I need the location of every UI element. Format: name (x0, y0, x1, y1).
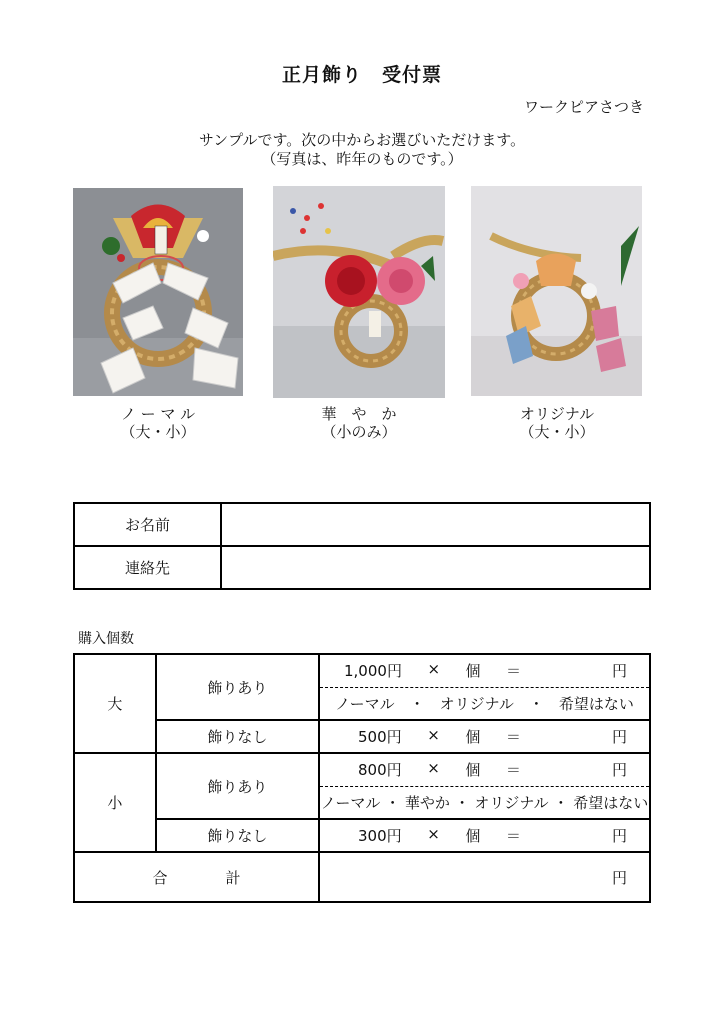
sample-name: ノ ー マ ル (120, 405, 196, 423)
sample-sizes: （大・小） (120, 423, 196, 441)
contact-label: 連絡先 (74, 546, 221, 589)
purchase-quantity-label: 購入個数 (78, 631, 134, 647)
unit-price: 1,000円 (344, 662, 402, 681)
sample-sizes: （小のみ） (321, 423, 397, 441)
equals-sign: ＝ (505, 827, 521, 845)
small-deco-options[interactable]: ノーマル ・ 華やか ・ オリジナル ・ 希望はない (319, 786, 650, 819)
multiply-sign: × (427, 759, 440, 778)
large-with-deco-calc[interactable] (319, 654, 650, 687)
name-row (74, 503, 650, 546)
small-with-deco-calc[interactable] (319, 753, 650, 786)
with-deco-label: 飾りあり (156, 654, 319, 720)
yen-label: 円 (611, 761, 627, 780)
with-deco-label: 飾りあり (156, 753, 319, 819)
size-small-label: 小 (74, 753, 156, 852)
equals-sign: ＝ (506, 662, 522, 681)
photo-normal-wreath (73, 188, 243, 396)
yen-label: 円 (611, 868, 627, 887)
sample-name: 華 や か (321, 405, 397, 423)
contact-form-table (73, 502, 651, 590)
yen-label: 円 (611, 728, 627, 746)
intro-line-1: サンプルです。次の中からお選びいただけます。 (198, 131, 526, 149)
table-row (74, 654, 650, 687)
unit-price: 800円 (358, 761, 402, 780)
name-label: お名前 (74, 503, 221, 546)
yen-label: 円 (611, 662, 627, 681)
equals-sign: ＝ (505, 728, 521, 746)
multiply-sign: × (427, 825, 440, 843)
size-large-label: 大 (74, 654, 156, 753)
unit-price: 300円 (358, 827, 402, 845)
intro-text (0, 131, 724, 169)
without-deco-label: 飾りなし (156, 819, 319, 852)
table-row (74, 720, 650, 753)
multiply-sign: × (427, 726, 440, 744)
contact-row (74, 546, 650, 589)
unit-label: 個 (465, 827, 481, 845)
small-without-deco-calc[interactable] (319, 819, 650, 852)
sample-name: オリジナル (519, 405, 595, 423)
caption-normal (58, 405, 258, 441)
total-amount-field[interactable] (319, 852, 650, 902)
total-row (74, 852, 650, 902)
caption-hanayaka (259, 405, 459, 441)
table-row (74, 819, 650, 852)
unit-price: 500円 (358, 728, 402, 746)
unit-label: 個 (465, 662, 481, 681)
without-deco-label: 飾りなし (156, 720, 319, 753)
intro-line-2: （写真は、昨年のものです。） (261, 150, 463, 168)
page-title: 正月飾り 受付票 (281, 64, 442, 86)
photo-hanayaka-wreath (273, 186, 445, 398)
sample-sizes: （大・小） (519, 423, 595, 441)
organization-name: ワークピアさつき (523, 98, 644, 116)
table-row (74, 753, 650, 786)
name-field[interactable] (221, 503, 650, 546)
large-without-deco-calc[interactable] (319, 720, 650, 753)
total-label: 合計 (74, 852, 319, 902)
multiply-sign: × (427, 660, 441, 679)
contact-field[interactable] (221, 546, 650, 589)
large-deco-options[interactable]: ノーマル ・ オリジナル ・ 希望はない (319, 687, 650, 720)
caption-original (457, 405, 657, 441)
yen-label: 円 (611, 827, 627, 845)
equals-sign: ＝ (505, 761, 521, 780)
unit-label: 個 (465, 761, 481, 780)
photo-original-wreath (471, 186, 642, 396)
unit-label: 個 (465, 728, 481, 746)
order-table (73, 653, 651, 903)
